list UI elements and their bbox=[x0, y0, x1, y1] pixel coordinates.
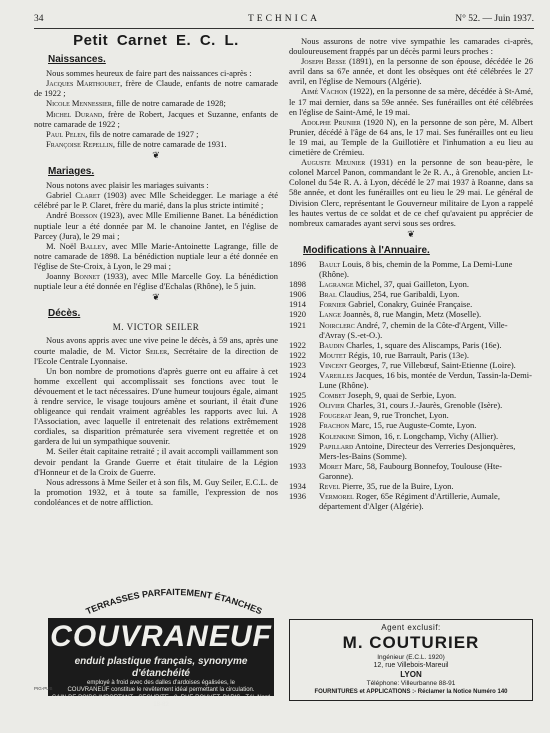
agent-city: LYON bbox=[400, 670, 422, 679]
table-row bbox=[289, 279, 533, 289]
obituary-paragraph: Un bon nombre de promotions d'après guerre ont eu affaire à cet homme excellent qui accomplissait ses fonctions avec tout le dévouement et le tact nécessaires. D'une humeur toujours égale, aimant à rendre service, le visage toujours amène et souriant, il était d'une obligeance qui rendait vraiment agréables les rapports avec lui. A l'Association, avec laquelle il entretenait des relations extrêmement cordiales, sa disparition prématurée sera vivement regrettée et on gardera de lui un sympathique souvenir. bbox=[34, 365, 278, 447]
table-row bbox=[289, 320, 533, 340]
list-item: Françoise Repellin, fille de notre camarade de 1931. bbox=[46, 138, 227, 149]
obituary-paragraph: Nous adressons à Mme Seiler et à son fils, M. Guy Seiler, E.C.L. de la promotion 1932, et à toute sa famille, l'expression de nos condoléances et de notre affliction. bbox=[34, 476, 278, 507]
issue-date: N° 52. — Juin 1937. bbox=[455, 14, 534, 24]
agent-address: 12, rue Villebois-Mareuil bbox=[373, 662, 449, 669]
row-year: 1936 bbox=[289, 491, 306, 502]
naissances-list bbox=[34, 78, 278, 149]
ornament-icon: ❦ bbox=[407, 228, 415, 239]
naissances-intro: Nous sommes heureux de faire part des naissances ci-après : bbox=[46, 68, 252, 79]
row-entry: Vermorel Roger, 65e Régiment d'Artillerie, Aumale, département d'Alger (Algérie). bbox=[319, 491, 500, 512]
ornament-icon: ❦ bbox=[152, 292, 160, 303]
agent-footer: FOURNITURES et APPLICATIONS :- Réclamer la Notice Numéro 140 bbox=[314, 689, 508, 695]
table-row bbox=[289, 481, 533, 491]
table-row bbox=[289, 370, 533, 390]
row-year: 1923 bbox=[289, 359, 306, 370]
list-item: Aimé Vachon (1922), en la personne de sa mère, décédée à St-Amé, le 17 mai dernier, dans sa 59e année. Ses funérailles ont été célébrées en l'église de Saint-Amé, le 19 mai. bbox=[289, 86, 533, 117]
list-item: Nicole Mennessier, fille de notre camarade de 1928; bbox=[46, 98, 226, 109]
couturier-advertisement bbox=[289, 619, 533, 701]
table-row bbox=[289, 410, 533, 420]
row-entry: Noirclerc André, 7, chemin de la Côte-d'Argent, Ville-d'Avray (S.-et-O.). bbox=[319, 319, 508, 340]
row-year: 1928 bbox=[289, 430, 306, 441]
table-row bbox=[289, 360, 533, 370]
couvraneuf-advertisement bbox=[34, 582, 278, 709]
row-year: 1934 bbox=[289, 481, 306, 492]
couvraneuf-logo: COUVRANEUF bbox=[48, 618, 274, 656]
row-year: 1924 bbox=[289, 370, 306, 380]
row-year: 1928 bbox=[289, 410, 306, 421]
table-row bbox=[289, 340, 533, 350]
section-title: Petit Carnet E. C. L. bbox=[73, 32, 239, 49]
table-row bbox=[289, 491, 533, 511]
row-entry: Lange Joannès, 8, rue Mangin, Metz (Moselle). bbox=[319, 309, 482, 320]
row-year: 1896 bbox=[289, 258, 306, 269]
couvraneuf-line: COUVRANEUF constitue le revêtement idéal permettant la circulation. bbox=[67, 687, 255, 694]
naissances-heading: Naissances. bbox=[48, 54, 106, 66]
row-entry: Bault Louis, 8 bis, chemin de la Pomme, La Demi-Lune (Rhône). bbox=[319, 258, 513, 280]
row-year: 1914 bbox=[289, 299, 306, 310]
agent-name: M. COUTURIER bbox=[342, 633, 480, 652]
list-item: Michel Durand, frère de Robert, Jacques et Suzanne, enfants de notre camarade de 1922 ; bbox=[34, 108, 278, 129]
row-entry: Bral Claudius, 254, rue Garibaldi, Lyon. bbox=[319, 289, 460, 300]
row-year: 1906 bbox=[289, 289, 306, 300]
table-row bbox=[289, 289, 533, 299]
ornament-icon: ❦ bbox=[152, 149, 160, 160]
list-item: Auguste Meunier (1931) en la personne de son beau-père, le colonel Marcel Panon, commandant le 2e R. A., à Grenoble, ancien Lt-Colonel du 54e R. A. à Lyon, décédé le 27 mai 1937 à Roanne, dans sa 58e année, et dont les funérailles ont eu lieu le 29 mai. Le général de Division Clerc, représentant le Gouverneur militaire de Lyon a rappelé les hautes vertus de ce soldat et de ce chef qu'avaient pu apprécier de nombreux camarades ayant servi sous ses ordres. bbox=[289, 157, 534, 228]
row-year: 1926 bbox=[289, 400, 306, 411]
table-row bbox=[289, 299, 533, 309]
row-entry: Moutet Régis, 10, rue Barrault, Paris (13e). bbox=[319, 349, 469, 360]
left-column bbox=[34, 32, 279, 507]
row-entry: Lagrange Michel, 37, quai Gailleton, Lyon. bbox=[319, 279, 469, 290]
mariages-list bbox=[34, 190, 278, 291]
row-year: 1920 bbox=[289, 309, 306, 320]
arc-text: TERRASSES PARFAITEMENT ÉTANCHES bbox=[84, 586, 264, 616]
agent-title: Ingénieur (E.C.L. 1920) bbox=[377, 654, 445, 661]
row-entry: Fougerat Jean, 9, rue Tronchet, Lyon. bbox=[319, 410, 449, 421]
table-row bbox=[289, 400, 533, 410]
obituary-title: M. VICTOR SEILER bbox=[112, 322, 200, 333]
table-row bbox=[289, 390, 533, 400]
condolences-intro: Nous assurons de notre vive sympathie les camarades ci-après, douloureusement frappés par un décès parmi leurs proches : bbox=[289, 36, 533, 57]
couvraneuf-line: GAIN DE POIDS IMPORTANT · SECURITE · 8, RUE ROUVET, PARIS · Tél. Nord 18-82 bbox=[51, 694, 271, 709]
list-item: Joseph Besse (1891), en la personne de son épouse, décédée le 26 avril dans sa 67e année, et dont les obsèques ont été célébrées le 27 avril, en l'église de Nemours (Algérie). bbox=[289, 56, 533, 87]
page-number: 34 bbox=[34, 14, 44, 24]
table-row bbox=[289, 431, 533, 441]
table-row bbox=[289, 309, 533, 319]
table-row bbox=[289, 461, 533, 481]
row-entry: Baudin Charles, 1, square des Aliscamps, Paris (16e). bbox=[319, 339, 502, 350]
arc-banner bbox=[84, 582, 264, 616]
couvraneuf-slogan: enduit plastique français, synonyme d'étanchéité bbox=[74, 656, 248, 679]
page-header bbox=[34, 14, 534, 28]
row-entry: Vincent Georges, 7, rue Villebœuf, Saint-Etienne (Loire). bbox=[319, 359, 516, 370]
journal-title: TECHNICA bbox=[247, 14, 321, 24]
obituary-paragraph: Nous avons appris avec une vive peine le décès, à 59 ans, après une courte maladie, de M. Victor Seiler, Secrétaire de la direction de l'Ecole Centrale Lyonnaise. bbox=[34, 335, 278, 366]
row-entry: Combet Joseph, 9, quai de Serbie, Lyon. bbox=[319, 390, 457, 401]
agent-label: Agent exclusif: bbox=[381, 623, 441, 632]
list-item: M. Noël Balley, avec Mlle Marie-Antoinette Lagrange, fille de notre camarade de 1898. La bénédiction nuptiale leur a été donnée en l'église de Ste-Croix, à Lyon, le 29 mai ; bbox=[34, 240, 278, 271]
row-year: 1921 bbox=[289, 319, 306, 330]
deces-heading: Décès. bbox=[48, 308, 81, 320]
row-entry: Moret Marc, 58, Faubourg Bonnefoy, Toulouse (Hte-Garonne). bbox=[319, 460, 503, 481]
mariages-heading: Mariages. bbox=[48, 166, 95, 178]
printer-mark: PIG-PUB bbox=[34, 686, 53, 691]
table-row bbox=[289, 420, 533, 430]
couvraneuf-band bbox=[48, 656, 274, 709]
list-item: Paul Pelen, fils de notre camarade de 1927 ; bbox=[46, 128, 199, 139]
header-rule bbox=[34, 28, 534, 29]
row-year: 1922 bbox=[289, 339, 306, 350]
row-entry: Revel Pierre, 35, rue de la Buire, Lyon. bbox=[319, 481, 454, 492]
row-entry: Kolenkine Simon, 16, r. Longchamp, Vichy (Allier). bbox=[319, 430, 499, 441]
list-item: Jacques Marthouret, frère de Claude, enfants de notre camarade de 1922 ; bbox=[34, 78, 279, 99]
annuaire-heading: Modifications à l'Annuaire. bbox=[303, 244, 430, 256]
annuaire-table bbox=[289, 259, 533, 511]
table-row bbox=[289, 259, 533, 279]
list-item: Joanny Bonnet (1933), avec Mlle Marcelle Goy. La bénédiction nuptiale leur a été donnée en l'église d'Echalas (Rhône), le 5 juin. bbox=[34, 270, 278, 292]
row-year: 1933 bbox=[289, 460, 306, 471]
list-item: Adolphe Prunier (1920 N), en la personne de son père, M. Albert Prunier, décédé à l'âge de 64 ans, le 17 mai. Ses funérailles ont eu lieu le 19 mai, au Temple de la Guillotière et l'inhumation a eu lieu au cimetière de Crémieu. bbox=[289, 116, 533, 158]
row-entry: Olivier Charles, 31, cours J.-Jaurès, Grenoble (Isère). bbox=[319, 400, 503, 411]
row-entry: Vareilles Jacques, 16 bis, montée de Verdun, Tassin-la-Demi-Lune (Rhône). bbox=[319, 370, 532, 391]
row-year: 1928 bbox=[289, 420, 306, 431]
row-year: 1929 bbox=[289, 440, 306, 451]
list-item: André Boisson (1923), avec Mlle Emilienne Banet. La bénédiction nuptiale leur a été donnée par M. le chanoine Jantet, en l'église de Parcey (Jura), le 29 mai ; bbox=[34, 210, 278, 241]
obituary-paragraph: M. Seiler était capitaine retraité ; il avait accompli vaillamment son devoir pendant la Grande Guerre et était titulaire de la Légion d'Honneur et de la Croix de Guerre. bbox=[34, 446, 278, 477]
row-entry: Papillard Antoine, Directeur des Verreries Desjonquères, Mers-les-Bains (Somme). bbox=[319, 440, 516, 461]
row-year: 1898 bbox=[289, 279, 306, 290]
row-year: 1925 bbox=[289, 390, 306, 401]
row-entry: Frachon Marc, 15, rue Auguste-Comte, Lyon. bbox=[319, 420, 477, 431]
table-row bbox=[289, 350, 533, 360]
condolences-list bbox=[289, 56, 533, 228]
table-row bbox=[289, 441, 533, 461]
row-year: 1922 bbox=[289, 349, 306, 360]
couvraneuf-line: employé à froid avec des dalles d'ardoises égalisées, le bbox=[87, 680, 235, 686]
row-entry: Fornier Gabriel, Conakry, Guinée Française. bbox=[319, 299, 473, 310]
agent-phone: Téléphone: Villeurbanne 88-91 bbox=[366, 680, 456, 687]
mariages-intro: Nous notons avec plaisir les mariages suivants : bbox=[46, 180, 209, 191]
list-item: Gabriel Claret (1903) avec Mlle Scheidegger. Le mariage a été célébré par le P. Claret, frère du marié, dans la plus stricte intimité ; bbox=[34, 190, 278, 211]
svg-text:TERRASSES PARFAITEMENT ÉTANCHE bbox=[84, 587, 263, 616]
right-column bbox=[289, 36, 533, 511]
